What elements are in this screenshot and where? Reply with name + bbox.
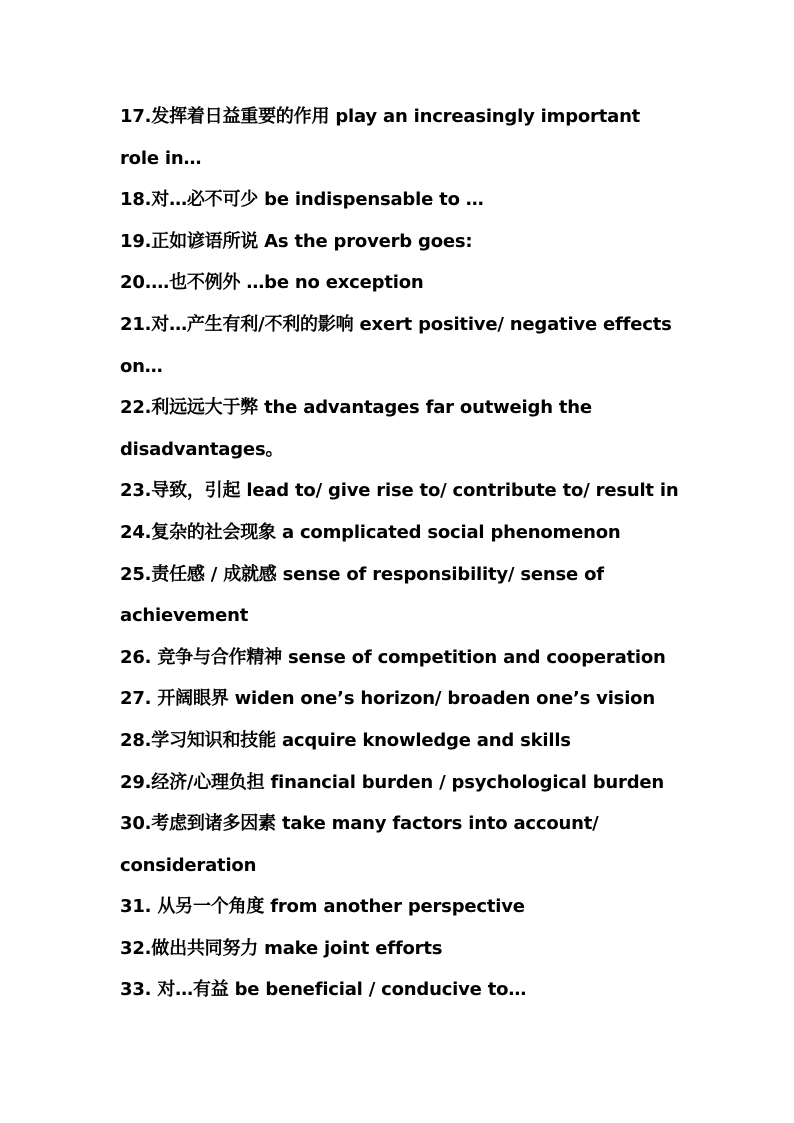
- text-line: 18.对…必不可少 be indispensable to …: [120, 189, 484, 211]
- text-line: 20.…也不例外 …be no exception: [120, 272, 424, 294]
- text-line: 33. 对…有益 be beneficial / conducive to…: [120, 979, 527, 1001]
- text-line: 23.导致，引起 lead to/ give rise to/ contribute to/ result in: [120, 480, 679, 502]
- text-line: 25.责任感 / 成就感 sense of responsibility/ sense of: [120, 563, 604, 585]
- text-line: 27. 开阔眼界 widen one’s horizon/ broaden one’s vision: [120, 688, 655, 710]
- text-line: consideration: [120, 854, 257, 876]
- phrase-list: [120, 96, 680, 1011]
- text-line: on…: [120, 355, 163, 377]
- text-line: disadvantages。: [120, 438, 284, 460]
- text-line: 32.做出共同努力 make joint efforts: [120, 937, 443, 959]
- text-line: 30.考虑到诸多因素 take many factors into account/: [120, 813, 599, 835]
- text-line: 19.正如谚语所说 As the proverb goes:: [120, 230, 473, 252]
- text-line: role in…: [120, 147, 202, 169]
- text-line: achievement: [120, 605, 249, 627]
- text-line: 17.发挥着日益重要的作用 play an increasingly important: [120, 106, 641, 127]
- text-line: 24.复杂的社会现象 a complicated social phenomenon: [120, 521, 621, 543]
- text-line: 29.经济/心理负担 financial burden / psychological burden: [120, 771, 665, 793]
- text-line: 28.学习知识和技能 acquire knowledge and skills: [120, 729, 571, 751]
- text-line: 21.对…产生有利/不利的影响 exert positive/ negative effects: [120, 313, 672, 335]
- text-line: 26. 竞争与合作精神 sense of competition and cooperation: [120, 646, 666, 668]
- text-line: 31. 从另一个角度 from another perspective: [120, 896, 525, 918]
- text-line: 22.利远远大于弊 the advantages far outweigh the: [120, 397, 592, 419]
